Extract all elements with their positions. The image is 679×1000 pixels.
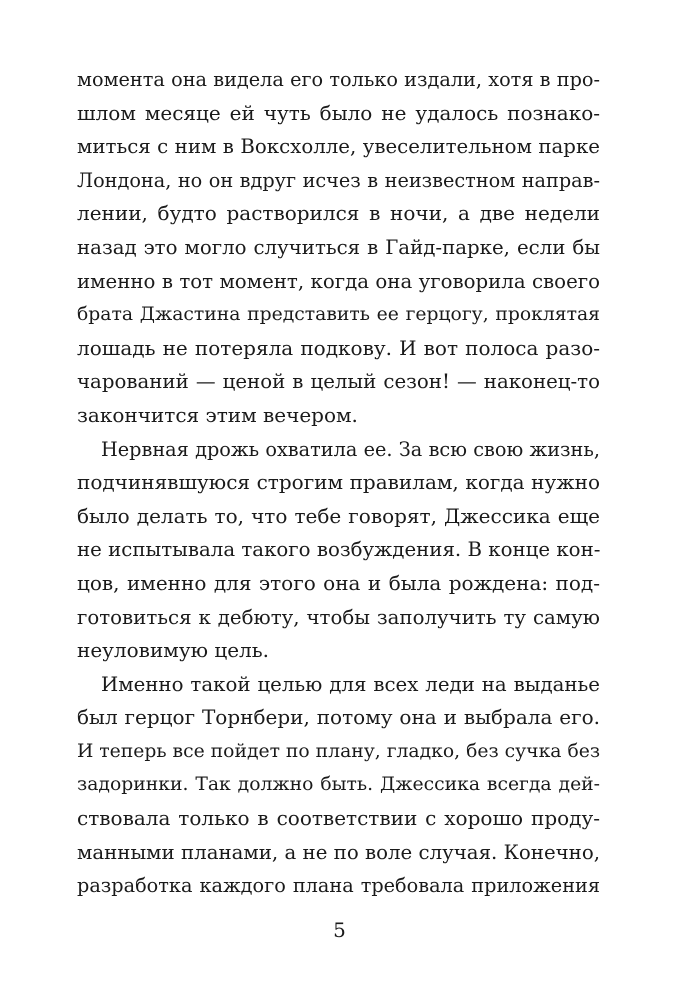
text-line: лении, будто растворился в ночи, а две недели	[77, 201, 600, 226]
text-line: именно в тот момент, когда она уговорила своего	[77, 269, 600, 293]
text-line: Именно такой целью для всех леди на выданье	[101, 672, 600, 696]
text-line: лошадь не потеряла подкову. И вот полоса разо-	[77, 335, 600, 360]
text-line: миться с ним в Воксхолле, увеселительном парке	[77, 135, 600, 159]
text-line: был герцог Торнбери, потому она и выбрала его.	[77, 705, 600, 730]
text-line: ствовала только в соответствии с хорошо проду-	[77, 806, 600, 831]
paragraph-3	[77, 668, 600, 903]
text-line: разработка каждого плана требовала приложения	[77, 874, 600, 898]
text-line: неуловимую цель.	[77, 638, 270, 663]
text-line: задоринки. Так должно быть. Джессика всегда дей-	[77, 774, 600, 796]
text-line: шлом месяце ей чуть было не удалось познако-	[77, 100, 600, 125]
text-line: цов, именно для этого она и была рождена: под-	[77, 570, 600, 595]
text-line: брата Джастина представить ее герцогу, проклятая	[77, 304, 600, 326]
text-line: момента она видела его только издали, хотя в про-	[77, 68, 600, 91]
paragraph-1	[77, 63, 600, 433]
text-line: Нервная дрожь охватила ее. За всю свою жизнь,	[101, 437, 600, 461]
text-line: закончится этим вечером.	[77, 402, 358, 427]
page-body	[77, 63, 600, 903]
text-line: не испытывала такого возбуждения. В конце кон-	[77, 538, 601, 562]
text-line: И теперь все пойдет по плану, гладко, без сучка без	[77, 740, 601, 762]
text-line: готовиться к дебюту, чтобы заполучить ту самую	[77, 605, 600, 629]
text-line: назад это могло случиться в Гайд-парке, если бы	[77, 235, 600, 259]
page-number: 5	[333, 918, 346, 942]
text-line: подчинявшуюся строгим правилам, когда нужно	[77, 470, 600, 495]
text-line: Лондона, но он вдруг исчез в неизвестном направ-	[77, 168, 600, 192]
text-line: чарований — ценой в целый сезон! — наконец-то	[77, 370, 600, 394]
text-line: манными планами, а не по воле случая. Конечно,	[77, 840, 601, 864]
text-line: было делать то, что тебе говорят, Джессика еще	[77, 503, 600, 528]
paragraph-2	[77, 433, 600, 668]
